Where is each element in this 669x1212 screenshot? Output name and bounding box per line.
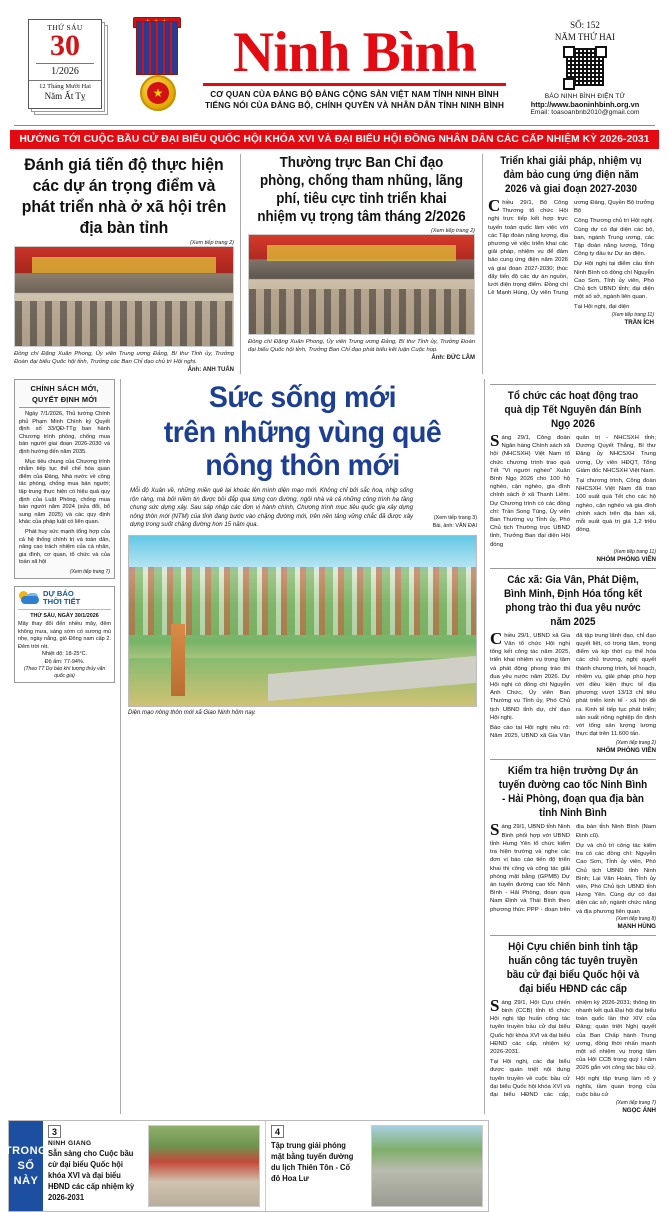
photo-audience-rows [15, 301, 233, 346]
email-address[interactable]: Email: toasoanbnb2010@gmail.com [530, 108, 640, 116]
body-expressway-p1: Sáng 29/1, UBND tỉnh Ninh Bình phối hợp với UBND tỉnh Hưng Yên tổ chức kiểm tra hiện trường và nghe các đơn vị báo cáo tiến độ triển khai thi công và công tác giải phóng mặt bằng (GPMB) Dự án tuyến đường cao tốc Ninh Bình - Hải Phòng, đoạn qua Nam Định và Thái Bình theo phương thức PPP - đoạn trên địa bàn tỉnh Ninh Bình (Nam Định cũ). [490, 820, 656, 913]
body-tet-p1: Sáng 29/1, Công đoàn Ngân hàng Chính sách xã hội (NHCSXH) Việt Nam tổ chức chương trình trao quà Tết "Vì người nghèo" Xuân Bính Ngọ 2026 cho 100 hộ nghèo, cận nghèo, gia đình chính sách ở xã Thanh Liêm. Dự Chương trình có các đồng chí: Trần Song Tùng, Ủy viên Ban Thường vụ Tỉnh ủy, Phó Chủ tịch Thường trực UBND tỉnh, Trưởng Ban đại diện Hội đồng [490, 431, 570, 548]
jump-tet: (Xem tiếp trang 11) [613, 548, 656, 555]
photo-audience-rows-2 [249, 289, 474, 334]
left-sidebar [8, 379, 120, 1114]
cloud-icon [21, 596, 39, 604]
item-1-kicker: NINH GIANG [48, 1140, 92, 1148]
feature-lead-meta [421, 515, 477, 530]
weather-temperature: Nhiệt độ: 18-25°C. [41, 651, 88, 658]
top-stories-row [8, 154, 661, 374]
jump-note-col1: (Xem tiếp trang 2) [189, 240, 234, 246]
policy-p1: Ngày 7/1/2026, Thủ tướng Chính phủ Phạm Minh Chính ký Quyết định số 33/QĐ-TTg ban hành Chương trình phòng, chống mua bán người giai đoạn 2026-2030 và định hướng đến năm 2035. [19, 411, 110, 455]
body-expressway-p2: Dự và chủ trì công tác kiểm tra có các đồng chí: Nguyễn Cao Sơn, Tỉnh ủy viên, Phó Chủ tịch UBND tỉnh Ninh Bình; Lại Văn Hoàn, Tỉnh ủy viên, Phó Chủ tịch UBND tỉnh Hưng Yên. Cùng dự có đại diện các sở, ngành chức năng và địa phương liên quan [576, 842, 656, 915]
body-tet-p3: Tại chương trình, Công đoàn NHCSXH Việt Nam đã trao 100 suất quà Tết cho các hộ nghèo, cận nghèo và gia đình chính sách trên địa bàn xã, mỗi suất quà trị giá 1,2 triệu đồng. [576, 478, 656, 534]
weather-title [43, 590, 80, 607]
item-1-page-number: 3 [48, 1125, 61, 1138]
story-column-1 [8, 154, 240, 374]
policy-body [19, 411, 110, 567]
caption-col2-text: Đồng chí Đặng Xuân Phong, Ủy viên Trung ương Đảng, Bí thư Tỉnh ủy, Trưởng Đoàn đại biểu Quốc hội tỉnh, Trưởng Ban Chỉ đạo phát biểu kết luận Cuộc họp. [248, 339, 475, 353]
hero-photo-rural [128, 535, 477, 707]
weather-source: (Theo TT Dự báo khí tượng thủy văn quốc gia) [23, 665, 106, 679]
item-2-page-number: 4 [271, 1125, 284, 1138]
photo-conference-1 [14, 246, 234, 347]
item-2-text [271, 1125, 366, 1207]
tab-line-3: NÀY [13, 1174, 39, 1187]
qr-finder-tr [595, 46, 607, 58]
policy-jump: (Xem tiếp trang 7) [69, 568, 110, 575]
body-electricity-p3: Dự Hội nghị tại điểm cầu tỉnh Ninh Bình có đồng chí Nguyễn Cao Sơn, Tỉnh ủy viên, Phó Chủ tịch UBND tỉnh; đại diện một số sở, ngành liên quan. [574, 261, 654, 301]
hero-photo-caption: Diện mạo nông thôn mới xã Giao Ninh hôm nay. [128, 709, 256, 716]
lunar-day: 12 Tháng Mười Hai [39, 83, 91, 90]
right-rule-3 [490, 759, 656, 760]
byline-tet: NHÓM PHÓNG VIÊN [596, 555, 656, 563]
right-rule-1 [490, 384, 656, 385]
body-tet-gifts [490, 431, 656, 549]
byline-expressway: MẠNH HÙNG [617, 922, 656, 930]
byline-veterans: NGỌC ÁNH [622, 1107, 656, 1115]
weather-title-line2: THỜI TIẾT [43, 597, 81, 607]
body-electricity-p1: Chiều 29/1, Bộ Công Thương tổ chức Hội nghị trực tiếp kết hợp trực tuyến toàn quốc làm việc với các Tập đoàn năng lượng, địa phương về việc triển khai các giải pháp, nhiệm vụ để đảm bảo cung ứng điện năm 2026 và giai đoạn 2027-2030; thúc đẩy tiến độ các dự án nguồn, lưới điện trọng điểm. Đồng chí Lê Mạnh Hùng, Ủy viên Trung ương Đảng, Quyền Bộ trưởng Bộ [488, 196, 654, 297]
tab-line-1: TRONG [4, 1144, 48, 1157]
feature-lead-jump: (Xem tiếp trang 3) [433, 515, 477, 522]
headline-tet-gifts[interactable]: Tổ chức các hoạt động trao quà dịp Tết Nguyên đán Bính Ngọ 2026 [504, 390, 642, 430]
policy-title-line2: QUYẾT ĐỊNH MỚI [32, 395, 97, 404]
title-block [194, 20, 515, 111]
item-1-headline[interactable]: Sẵn sàng cho Cuộc bầu cử đại biểu Quốc hội khóa XVI và đại biểu HĐND các cấp nhiệm kỳ 2026-2031 [48, 1149, 135, 1203]
body-tet-p2: quản trị - NHCSXH tỉnh; Dương Quyết Thắng, Bí thư Đảng ủy NHCSXH Trung ương, Ủy viên HĐQT, Tổng Giám đốc NHCSXH Việt Nam. [576, 435, 656, 474]
policy-title-line1: CHÍNH SÁCH MỚI, [30, 384, 99, 393]
item-1-text [48, 1125, 143, 1207]
day-of-week: THỨ SÁU [47, 23, 83, 32]
jump-expressway: (Xem tiếp trang 8) [615, 915, 656, 922]
policy-p3: Phát huy sức mạnh tổng hợp của cả hệ thống chính trị và toàn dân, nâng cao trách nhiệm của cá nhân, gia đình, cơ quan, tổ chức và của toàn xã hội [19, 528, 110, 566]
caption-col2 [248, 338, 475, 362]
election-banner: HƯỚNG TỚI CUỘC BẦU CỬ ĐẠI BIỂU QUỐC HỘI KHÓA XVI VÀ ĐẠI BIỂU HỘI ĐỒNG NHÂN DÂN CÁC CẤP NHIỆM KỲ 2026-2031 [10, 130, 659, 149]
body-communes [490, 628, 656, 741]
right-rule-4 [490, 935, 656, 936]
issue-number: SỐ: 152 [570, 19, 600, 30]
edition-label: BÁO NINH BÌNH ĐIỆN TỬ [544, 92, 626, 100]
jump-veterans: (Xem tiếp trang 7) [615, 1100, 656, 1107]
bottom-area [4, 1114, 661, 1212]
feature-lead-row [128, 482, 477, 530]
body-communes-p2: Báo cáo tại Hội nghị nêu rõ: Năm 2025, UBND xã Gia Vân đã tập trung lãnh đạo, chỉ đạo quyết liệt, có trọng tâm, trọng điểm và kịp thời cụ thể hóa các chủ trương, nghị quyết thành chương trình, kế hoạch, nhiệm vụ, giải pháp phù hợp với điều kiện thực tế địa phương; vượt 13/13 chỉ tiêu phát triển kinh tế - xã hội đề ra. Kinh tế tiếp tục phát triển; sản xuất nông nghiệp ổn định với tổng sản lượng lương thực đạt trên 11.600 tấn. [490, 632, 656, 740]
headline-communes[interactable]: Các xã: Gia Vân, Phát Diệm, Bình Minh, Định Hóa tổng kết phong trào thi đua yêu nước năm 2025 [503, 573, 643, 628]
body-veterans-p2: Tại Hội nghị, các đại biểu được quán triệt nội dung tuyên truyền về cuộc bầu cử đại biểu Quốc hội khóa XVI và đại biểu HĐND các cấp, nhiệm kỳ 2026-2031; thông tin nhanh kết quả Đại hội đại biểu toàn quốc lần thứ XIV của Đảng; quán triệt Nghị quyết của Ban Chấp hành Trung ương, đồng thời nhấn mạnh một số nhiệm vụ trọng tâm của Hội CCB trong quý I năm 2026 gắn với công tác bầu cử. [490, 999, 656, 1098]
caption-col2-credit: Ảnh: ĐỨC LÂM [431, 355, 475, 361]
center-feature [120, 379, 485, 1114]
feature-headline-line1[interactable]: Sức sống mới [208, 381, 397, 414]
in-this-issue-tab [4, 1121, 48, 1211]
feature-lead: Mỗi độ Xuân về, những miền quê lại khoác lên mình diện mạo mới. Không chỉ bởi sắc hoa, nhịp sống rộn ràng, mà bởi niềm tin được bồi đắp qua từng con đường, ngôi nhà và cả những công trình hạ tầng chung sức dựng xây. Sau sáp nhập các đơn vị hành chính, Chương trình mục tiêu quốc gia xây dựng nông thôn mới (NTM) của tỉnh đang bước vào chặng đường mới, trên nền tảng vững chắc đã được xây dựng trong suốt chặng đường hơn 15 năm qua. [130, 487, 413, 529]
jump-communes: (Xem tiếp trang 2) [615, 740, 656, 747]
right-column [485, 379, 661, 1114]
feature-lead-byline: Bài, ảnh: VĂN ĐẠI [432, 522, 477, 529]
headline-electricity[interactable]: Triển khai giải pháp, nhiệm vụ đảm bảo cung ứng điện năm 2026 và giai đoạn 2027-2030 [500, 155, 642, 195]
date-card [28, 19, 102, 109]
jump-note-col3: (Xem tiếp trang 11) [611, 311, 654, 318]
masthead-subtitle-1: CƠ QUAN CỦA ĐẢNG BỘ ĐẢNG CỘNG SẢN VIỆT NAM TỈNH NINH BÌNH [210, 89, 499, 99]
medal-emblem-icon [120, 15, 194, 119]
date-divider-2 [29, 80, 101, 81]
photo-conference-2 [248, 234, 475, 335]
medal-ribbon [136, 21, 178, 75]
headline-expressway[interactable]: Kiểm tra hiện trường Dự án tuyến đường cao tốc Ninh Bình - Hải Phòng, đoạn qua địa bàn tỉnh Ninh Bình [498, 765, 648, 820]
paper-title: Ninh Bình [233, 20, 476, 84]
weather-box [14, 586, 115, 683]
policy-p2: Mục tiêu chung của Chương trình nhằm tiếp tục thể chế hóa quan điểm của Đảng, Nhà nước về công tác phòng, chống mua bán người; tập trung thực hiện có hiệu quả quy định của Luật Phòng, chống mua bán người năm 2024 (sửa đổi, bổ sung năm 2025) và các quy định khác của pháp luật có liên quan. [19, 458, 110, 526]
policy-rule [19, 407, 110, 408]
month-year: 1/2026 [51, 66, 79, 77]
weather-humidity: Độ ẩm: 77-94%. [44, 658, 85, 665]
bottom-right-spacer [489, 1114, 661, 1212]
byline-communes: NHÓM PHÓNG VIÊN [596, 747, 656, 755]
middle-row [8, 379, 661, 1114]
feature-headline-line2[interactable]: trên những vùng quê nông thôn mới [163, 416, 442, 482]
caption-col1-credit: Ảnh: ANH TUẤN [187, 367, 234, 373]
body-veterans-p3: Hội nghị tập trung làm rõ ý nghĩa, tầm quan trọng của cuộc bầu cử [576, 1075, 656, 1098]
sun-cloud-icon [18, 591, 40, 606]
body-expressway [490, 820, 656, 915]
tab-line-2: SỐ [17, 1159, 35, 1172]
headline-anticorruption[interactable]: Thường trực Ban Chỉ đạo phòng, chống tham nhũng, lãng phí, tiêu cực tỉnh triển khai nhiệm vụ trọng tâm tháng 2/2026 [257, 155, 466, 225]
in-this-issue-item-1[interactable] [43, 1121, 266, 1211]
headline-veterans[interactable]: Hội Cựu chiến binh tỉnh tập huấn công tác tuyên truyền bầu cử đại biểu Quốc hội và đại biểu HĐND các cấp [506, 940, 640, 995]
qr-finder-bl [563, 78, 575, 90]
body-communes-p1: Chiều 29/1, UBND xã Gia Vân tổ chức Hội nghị tổng kết công tác năm 2025, triển khai nhiệm vụ trọng tâm và phát động phong trào thi đua yêu nước năm 2026. Dự Hội nghị có đồng chí Nguyễn Anh Chức, Ủy viên Ban Thường vụ Tỉnh ủy, Phó Chủ tịch UBND tỉnh dự, chỉ đạo Hội nghị. [490, 628, 570, 721]
item-2-photo [371, 1125, 483, 1207]
weather-title-line1: DỰ BÁO [43, 588, 74, 598]
qr-finder-tl [563, 46, 575, 58]
date-divider-1 [36, 63, 94, 64]
body-veterans-p1: Sáng 29/1, Hội Cựu chiến binh (CCB) tỉnh tổ chức Hội nghị tập huấn công tác tuyên truyền bầu cử đại biểu Quốc hội khóa XVI và đại biểu HĐND các cấp, nhiệm kỳ 2026-2031. [490, 995, 570, 1055]
masthead-bottom-rule [14, 125, 655, 126]
website-url[interactable]: http://www.baoninhbinh.org.vn [530, 99, 640, 109]
byline-col3: TRẦN ÍCH [624, 318, 654, 326]
bottom-left-area [4, 1114, 489, 1212]
in-this-issue-strip [4, 1120, 489, 1212]
qr-code-icon[interactable] [563, 46, 607, 90]
photo-banner-strip-2 [267, 245, 456, 261]
day-number: 30 [50, 29, 80, 62]
hero-pagoda-tower [171, 624, 185, 696]
policy-box [14, 379, 115, 579]
issue-info-block [515, 19, 655, 116]
item-2-headline[interactable]: Tập trung giải phóng mặt bằng tuyến đường du lịch Thiên Tôn - Cố đô Hoa Lư [271, 1141, 354, 1184]
caption-col1-text: Đồng chí Đặng Xuân Phong, Ủy viên Trung ương Đảng, Bí thư Tỉnh ủy, Trưởng Đoàn đại biểu Quốc hội tỉnh, Trưởng các Ban Chỉ đạo chủ trì Hội nghị. [14, 351, 234, 365]
weather-description: Mây thay đổi đến nhiều mây, đêm không mưa, sáng sớm có sương mù nhẹ, ngày nắng, gió Đông nam cấp 2. Đêm trời rét. [18, 621, 111, 650]
weather-header [18, 590, 111, 610]
headline-projects[interactable]: Đánh giá tiến độ thực hiện các dự án trọng điểm và phát triển nhà ở xã hội trên địa bàn tỉnh [21, 155, 227, 237]
date-block [28, 19, 110, 115]
issue-year: NĂM THỨ HAI [554, 31, 616, 42]
body-veterans [490, 995, 656, 1100]
lunar-year: Năm Ất Tỵ [44, 91, 86, 101]
weather-date: THỨ SÁU, NGÀY 30/1/2026 [30, 613, 99, 620]
item-1-photo [148, 1125, 260, 1207]
caption-col1 [14, 350, 234, 374]
hero-sky [129, 536, 476, 570]
in-this-issue-item-2[interactable] [266, 1121, 488, 1211]
weather-body [18, 610, 111, 679]
right-rule-2 [490, 568, 656, 569]
masthead [8, 6, 661, 124]
medal-star-icon: ★ [147, 82, 169, 104]
story-column-3 [483, 154, 659, 374]
body-electricity-p4: Tại Hội nghị, đại diện [574, 304, 630, 311]
photo-banner-strip [32, 257, 215, 273]
medal-disc [140, 75, 176, 111]
masthead-subtitle-2: TIẾNG NÓI CỦA ĐẢNG BỘ, CHÍNH QUYỀN VÀ NHÂN DÂN TỈNH NINH BÌNH [204, 100, 505, 110]
story-column-2 [240, 154, 483, 374]
jump-note-col2: (Xem tiếp trang 2) [430, 228, 475, 234]
body-electricity-p2: Công Thương chủ trì Hội nghị. Cùng dự có đại diện các bộ, ban, ngành Trung ương, các Tập đoàn năng lượng, Tổng Công ty đầu tư Dự án điện. [574, 218, 654, 258]
body-electricity [488, 196, 654, 312]
